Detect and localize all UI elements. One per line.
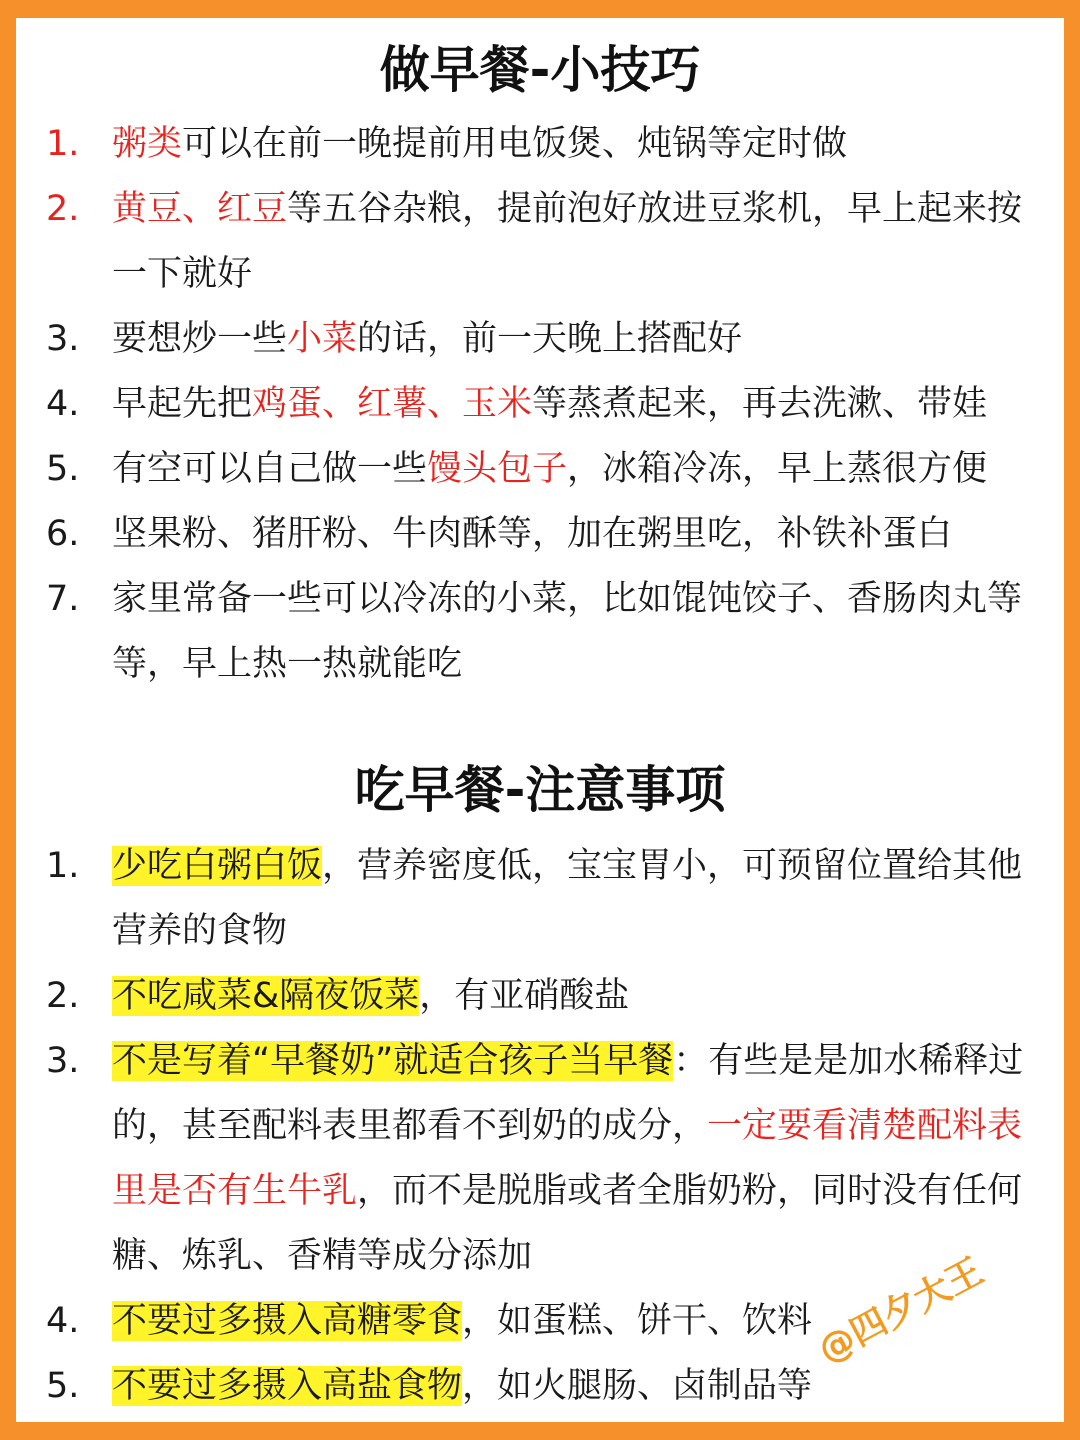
emphasis-text: 一定要看清楚配料表里是否有生牛乳 — [112, 1106, 1023, 1211]
body-text: ：有些是是加水稀释过的，甚至配料表里都看不到奶的成分， — [112, 1041, 1024, 1146]
body-text: ，有亚硝酸盐 — [419, 976, 630, 1016]
body-text: ，如蛋糕、饼干、饮料 — [462, 1301, 813, 1341]
body-text: 要想炒一些 — [112, 319, 288, 359]
item-number: 3. — [46, 1041, 80, 1081]
item-text — [112, 1029, 1024, 1289]
highlighted-text: 不要过多摄入高盐食物 — [112, 1366, 463, 1406]
body-text: 可以在前一晚提前用电饭煲、炖锅等定时做 — [182, 124, 848, 164]
highlighted-text: 少吃白粥白饭 — [112, 846, 323, 886]
item-text — [112, 437, 1024, 502]
tips-list — [16, 112, 1064, 697]
content-card — [16, 18, 1064, 1422]
list-item — [16, 437, 1064, 502]
list-item — [16, 502, 1064, 567]
list-item — [16, 567, 1064, 697]
item-number: 6. — [46, 514, 80, 554]
body-text: 的话，前一天晚上搭配好 — [357, 319, 743, 359]
section-title-tips: 做早餐-小技巧 — [379, 41, 701, 99]
list-item — [16, 1029, 1064, 1289]
item-number: 5. — [46, 1366, 80, 1406]
item-number: 2. — [46, 976, 80, 1016]
highlighted-text: 不吃咸菜&隔夜饭菜 — [112, 976, 420, 1016]
item-number: 3. — [46, 319, 80, 359]
author-watermark: @四夕大王 — [811, 1250, 990, 1372]
body-text: 坚果粉、猪肝粉、牛肉酥等，加在粥里吃，补铁补蛋白 — [112, 514, 953, 554]
item-text — [112, 567, 1024, 697]
list-item — [16, 834, 1064, 964]
emphasis-text: 小菜 — [287, 319, 358, 359]
list-item — [16, 177, 1064, 307]
highlighted-text: 不是写着“早餐奶”就适合孩子当早餐 — [112, 1041, 674, 1081]
body-text: ，营养密度低，宝宝胃小，可预留位置给其他营养的食物 — [112, 846, 1023, 951]
body-text: 早起先把 — [112, 384, 253, 424]
item-number: 1. — [46, 124, 80, 164]
list-item — [16, 307, 1064, 372]
body-text: 等五谷杂粮，提前泡好放进豆浆机，早上起来按一下就好 — [112, 189, 1023, 294]
emphasis-text: 鸡蛋、红薯、玉米 — [252, 384, 533, 424]
item-text — [112, 834, 1024, 964]
item-text — [112, 372, 1024, 437]
body-text: ，冰箱冷冻，早上蒸很方便 — [567, 449, 988, 489]
item-number: 5. — [46, 449, 80, 489]
emphasis-text: 黄豆、红豆 — [112, 189, 288, 229]
emphasis-text: 馒头包子 — [427, 449, 568, 489]
item-text — [112, 1354, 1024, 1419]
item-number: 2. — [46, 189, 80, 229]
item-number: 7. — [46, 579, 80, 619]
item-text — [112, 307, 1024, 372]
body-text: ，而不是脱脂或者全脂奶粉，同时没有任何糖、炼乳、香精等成分添加 — [112, 1171, 1023, 1276]
body-text: ，如火腿肠、卤制品等 — [462, 1366, 813, 1406]
item-text — [112, 964, 1024, 1029]
item-text — [112, 502, 1024, 567]
item-number: 1. — [46, 846, 80, 886]
section-title-notes: 吃早餐-注意事项 — [354, 761, 726, 819]
item-number: 4. — [46, 384, 80, 424]
emphasis-text: 粥类 — [112, 124, 183, 164]
body-text: 家里常备一些可以冷冻的小菜，比如馄饨饺子、香肠肉丸等等，早上热一热就能吃 — [112, 579, 1023, 684]
item-text — [112, 177, 1024, 307]
list-item — [16, 372, 1064, 437]
highlighted-text: 不要过多摄入高糖零食 — [112, 1301, 463, 1341]
list-item — [16, 964, 1064, 1029]
list-item — [16, 112, 1064, 177]
item-text — [112, 112, 1024, 177]
body-text: 有空可以自己做一些 — [112, 449, 428, 489]
item-number: 4. — [46, 1301, 80, 1341]
list-item — [16, 1354, 1064, 1419]
body-text: 等蒸煮起来，再去洗漱、带娃 — [532, 384, 988, 424]
